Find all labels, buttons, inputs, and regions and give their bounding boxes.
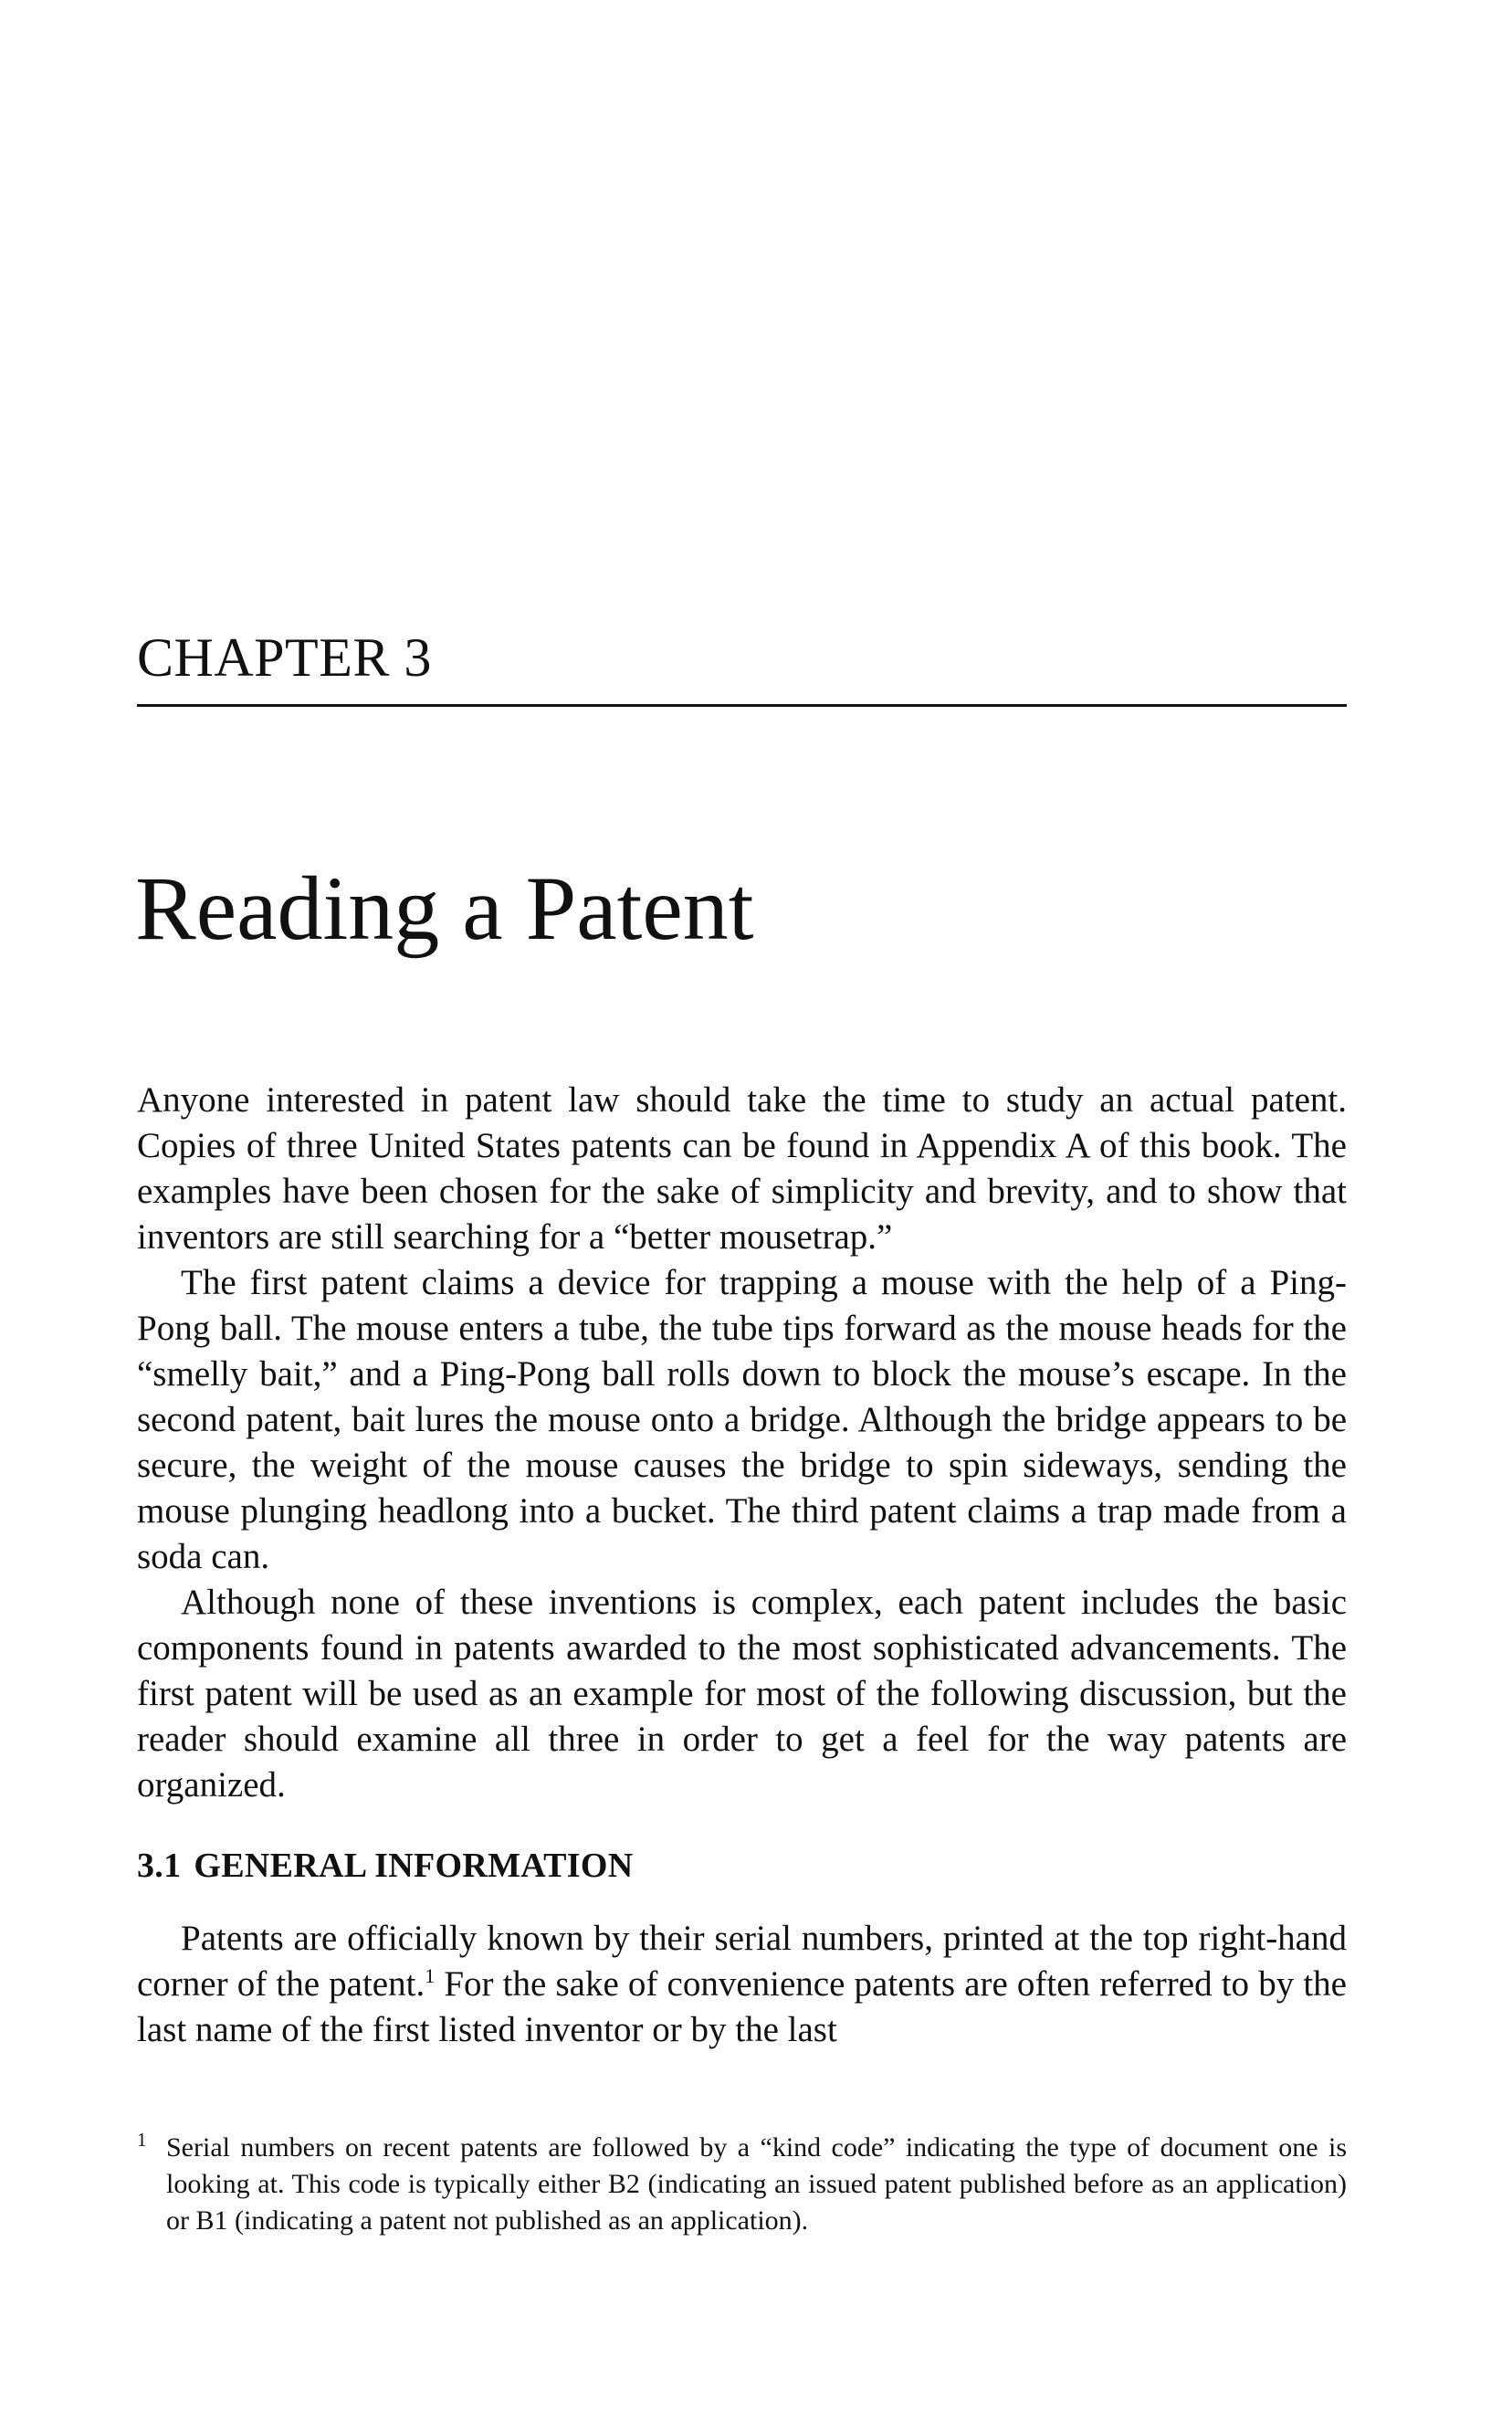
section-heading <box>137 1843 1347 1889</box>
paragraph-general-info <box>137 1916 1347 2053</box>
paragraph-intro: Anyone interested in patent law should take the time to study an actual patent. Copies of three United States patents can be found in Appendix A of this book. The examples have been chosen for the sake of simplicity and brevity, and to show that inventors are still searching for a “better mousetrap.” <box>137 1080 1347 1257</box>
general-info-text-start: Patents are officially known by their serial numbers, printed at the top right-hand corner of the patent. <box>137 1919 1347 2004</box>
footnote: 1 Serial numbers on recent patents are followed by a “kind code” indicating the type of document one is looking at. This code is typically either B2 (indicating an issued patent published before as an application) or B1 (indicating a patent not published as an application). <box>137 2129 1347 2236</box>
section-number: 3.1 <box>137 1847 182 1885</box>
paragraph-first-patent: The first patent claims a device for trapping a mouse with the help of a Ping-Pong ball. The mouse enters a tube, the tube tips forward as the mouse heads for the “smelly bait,” and a Ping-Pong ball rolls down to block the mouse’s escape. In the second patent, bait lures the mouse onto a bridge. Although the bridge appears to be secure, the weight of the mouse causes the bridge to spin sideways, sending the mouse plunging headlong into a bucket. The third patent claims a trap made from a soda can. <box>137 1263 1347 1576</box>
chapter-rule <box>137 704 1347 707</box>
footnote-reference[interactable]: 1 <box>425 1964 436 1987</box>
book-page <box>137 0 1347 2410</box>
general-info-text-end: For the sake of convenience patents are often referred to by the last name of the first listed inventor or by the last <box>137 1964 1347 2049</box>
body-text <box>137 1078 1347 2053</box>
section-title: GENERAL INFORMATION <box>194 1847 634 1885</box>
footnote-text: Serial numbers on recent patents are followed by a “kind code” indicating the type of document one is looking at. This code is typically either B2 (indicating an issued patent published before as an application) or B1 (indicating a patent not published as an application). <box>166 2132 1347 2236</box>
paragraph-components: Although none of these inventions is complex, each patent includes the basic components found in patents awarded to the most sophisticated advancements. The first patent will be used as an example for most of the following discussion, but the reader should examine all three in order to get a feel for the way patents are organized. <box>137 1583 1347 1805</box>
chapter-label: CHAPTER 3 <box>137 627 432 688</box>
chapter-title: Reading a Patent <box>135 858 754 959</box>
